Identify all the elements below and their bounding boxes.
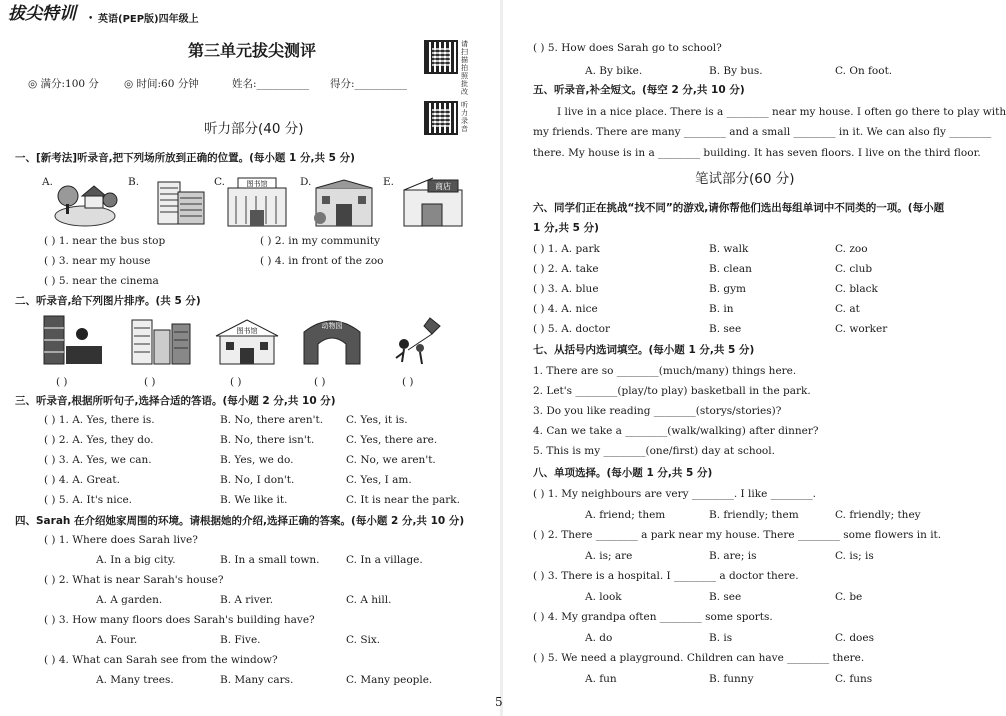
s4-q4-option-c[interactable]: C. Many people. [346,674,433,686]
library-sign-1: 图书馆 [246,180,268,188]
s6-q5-option-c[interactable]: C. worker [835,323,888,335]
s6-q2-option-c[interactable]: C. club [835,263,873,275]
s3-q4-option-b[interactable]: B. No, I don't. [220,474,295,486]
buildings-picture [128,314,194,366]
s3-q1-option-c[interactable]: C. Yes, it is. [346,414,408,426]
s8-q1-question[interactable]: ( ) 1. My neighbours are very ________. I like ________. [533,488,817,500]
s4-q1-option-a[interactable]: A. In a big city. [96,554,176,566]
listening-part-title: 听力部分(40 分) [204,121,304,137]
s3-q1-option-a[interactable]: ( ) 1. A. Yes, there is. [44,414,155,426]
s8-q5-option-b[interactable]: B. funny [709,673,754,685]
s6-q3-option-b[interactable]: B. gym [709,283,747,295]
s7-item-1[interactable]: 1. There are so ________(much/many) things here. [533,365,797,377]
s8-q5-question[interactable]: ( ) 5. We need a playground. Children can have ________ there. [533,652,865,664]
s3-q5-option-b[interactable]: B. We like it. [220,494,288,506]
s1-item-3[interactable]: ( ) 3. near my house [44,255,151,267]
page-title: 第三单元拔尖测评 [188,41,317,60]
s3-q1-option-b[interactable]: B. No, there aren't. [220,414,324,426]
qr-code-grading[interactable] [424,40,458,74]
s4-q5-option-b[interactable]: B. By bus. [709,65,763,77]
s7-item-2[interactable]: 2. Let's ________(play/to play) basketball in the park. [533,385,811,397]
section-4-title: 四、Sarah 在介绍她家周围的环境。请根据她的介绍,选择正确的答案。(每小题 2 分,共 10 分) [15,515,465,527]
s4-q1-question[interactable]: ( ) 1. Where does Sarah live? [44,534,198,546]
s6-q3-option-a[interactable]: ( ) 3. A. blue [533,283,599,295]
zoo-sign: 动物园 [321,322,343,330]
s5-line-1: I live in a nice place. There is a ________ near my house. I often go there to play with [557,106,1006,118]
s4-q3-question[interactable]: ( ) 3. How many floors does Sarah's building have? [44,614,315,626]
s4-q2-option-b[interactable]: B. A river. [220,594,274,606]
s8-q1-option-a[interactable]: A. friend; them [585,509,666,521]
s3-q5-option-c[interactable]: C. It is near the park. [346,494,460,506]
section-2-title: 二、听录音,给下列图片排序。(共 5 分) [15,295,201,307]
shop-picture [398,176,468,228]
s6-q5-option-a[interactable]: ( ) 5. A. doctor [533,323,610,335]
brand-logo: 拔尖特训 [8,4,76,24]
s4-q3-option-a[interactable]: A. Four. [96,634,138,646]
s2-blank-3[interactable]: ( ) [230,376,242,388]
library-sign-2: 图书馆 [236,327,258,335]
s4-q3-option-b[interactable]: B. Five. [220,634,261,646]
s2-blank-4[interactable]: ( ) [314,376,326,388]
s4-q5-question[interactable]: ( ) 5. How does Sarah go to school? [533,42,722,54]
right-page [495,0,1006,716]
s1-item-4[interactable]: ( ) 4. in front of the zoo [260,255,384,267]
s8-q2-option-c[interactable]: C. is; is [835,550,874,562]
section-8-title: 八、单项选择。(每小题 1 分,共 5 分) [533,467,713,479]
s8-q3-question[interactable]: ( ) 3. There is a hospital. I ________ a doctor there. [533,570,799,582]
s1-item-1[interactable]: ( ) 1. near the bus stop [44,235,166,247]
s8-q5-option-a[interactable]: A. fun [585,673,617,685]
s6-q1-option-c[interactable]: C. zoo [835,243,868,255]
s6-q1-option-a[interactable]: ( ) 1. A. park [533,243,600,255]
s8-q3-option-b[interactable]: B. see [709,591,742,603]
s8-q4-option-c[interactable]: C. does [835,632,874,644]
s8-q2-option-a[interactable]: A. is; are [585,550,633,562]
page-number: 5 [495,695,503,709]
park-picture [52,178,118,228]
section-7-title: 七、从括号内选词填空。(每小题 1 分,共 5 分) [533,344,755,356]
header-subtitle: 英语(PEP版)四年级上 [98,14,199,25]
shop-sign: 商店 [435,182,451,191]
s6-q5-option-b[interactable]: B. see [709,323,742,335]
pic-label-a: A. [42,176,53,188]
s8-q1-option-b[interactable]: B. friendly; them [709,509,799,521]
section-1-title: 一、[新考法]听录音,把下列场所放到正确的位置。(每小题 1 分,共 5 分) [15,152,355,164]
full-score: ◎ 满分:100 分 [28,78,99,90]
s8-q4-option-a[interactable]: A. do [585,632,613,644]
section-5-title: 五、听录音,补全短文。(每空 2 分,共 10 分) [533,84,745,96]
s4-q2-option-c[interactable]: C. A hill. [346,594,392,606]
time-limit: ◎ 时间:60 分钟 [124,78,199,90]
section-6-title-line1: 六、同学们正在挑战“找不同”的游戏,请你帮他们选出每组单词中不同类的一项。(每小题 [533,202,945,214]
library-picture [222,176,292,228]
s4-q4-option-b[interactable]: B. Many cars. [220,674,294,686]
s3-q2-option-a[interactable]: ( ) 2. A. Yes, they do. [44,434,154,446]
s3-q2-option-c[interactable]: C. Yes, there are. [346,434,438,446]
s3-q5-option-a[interactable]: ( ) 5. A. It's nice. [44,494,133,506]
bookshelf-reading-picture [42,314,104,366]
s3-q4-option-a[interactable]: ( ) 4. A. Great. [44,474,120,486]
pic-label-c: C. [214,176,225,188]
left-page [0,0,500,716]
apartment-building-picture [150,178,210,228]
s6-q2-option-b[interactable]: B. clean [709,263,752,275]
written-part-title: 笔试部分(60 分) [695,171,795,187]
s8-q2-question[interactable]: ( ) 2. There ________ a park near my house. There ________ some flowers in it. [533,529,942,541]
header-dot: • [88,14,94,24]
s8-q3-option-c[interactable]: C. be [835,591,863,603]
s8-q5-option-c[interactable]: C. funs [835,673,873,685]
library-building-picture [212,314,282,366]
qr-grading-label: 请扫描拍照批改 [461,40,468,96]
s5-line-3: there. My house is in a ________ building. It has seven floors. I live on the third floor. [533,147,981,159]
kite-flying-picture [384,314,448,366]
s4-q3-option-c[interactable]: C. Six. [346,634,381,646]
s8-q3-option-a[interactable]: A. look [585,591,622,603]
s8-q1-option-c[interactable]: C. friendly; they [835,509,921,521]
s4-q1-option-b[interactable]: B. In a small town. [220,554,320,566]
s4-q4-question[interactable]: ( ) 4. What can Sarah see from the window? [44,654,278,666]
section-3-title: 三、听录音,根据所听句子,选择合适的答语。(每小题 2 分,共 10 分) [15,395,336,407]
s4-q5-option-c[interactable]: C. On foot. [835,65,893,77]
s2-blank-1[interactable]: ( ) [56,376,68,388]
zoo-gate-picture [298,314,366,366]
s7-item-4[interactable]: 4. Can we take a ________(walk/walking) after dinner? [533,425,819,437]
s6-q4-option-b[interactable]: B. in [709,303,734,315]
s3-q2-option-b[interactable]: B. No, there isn't. [220,434,315,446]
pic-label-b: B. [128,176,140,188]
s5-line-2: my friends. There are many ________ and a small ________ in it. We can also fly ________ [533,126,992,138]
s6-q4-option-c[interactable]: C. at [835,303,860,315]
s3-q4-option-c[interactable]: C. Yes, I am. [346,474,412,486]
pic-label-d: D. [300,176,312,188]
s2-blank-2[interactable]: ( ) [144,376,156,388]
s7-item-3[interactable]: 3. Do you like reading ________(storys/stories)? [533,405,782,417]
qr-code-audio[interactable] [424,101,458,135]
s8-q4-option-b[interactable]: B. is [709,632,733,644]
score-field[interactable]: 得分:__________ [330,78,408,90]
qr-audio-label: 听力录音 [461,101,468,133]
name-field[interactable]: 姓名:__________ [232,78,310,90]
s4-q4-option-a[interactable]: A. Many trees. [96,674,174,686]
s4-q2-question[interactable]: ( ) 2. What is near Sarah's house? [44,574,224,586]
s6-q4-option-a[interactable]: ( ) 4. A. nice [533,303,598,315]
s1-item-5[interactable]: ( ) 5. near the cinema [44,275,159,287]
s8-q4-question[interactable]: ( ) 4. My grandpa often ________ some sports. [533,611,773,623]
s7-item-5[interactable]: 5. This is my ________(one/first) day at school. [533,445,775,457]
s8-q2-option-b[interactable]: B. are; is [709,550,757,562]
s4-q2-option-a[interactable]: A. A garden. [96,594,163,606]
section-6-title-line2: 1 分,共 5 分) [533,222,599,234]
s3-q3-option-a[interactable]: ( ) 3. A. Yes, we can. [44,454,152,466]
s6-q2-option-a[interactable]: ( ) 2. A. take [533,263,599,275]
s2-blank-5[interactable]: ( ) [402,376,414,388]
s3-q3-option-c[interactable]: C. No, we aren't. [346,454,436,466]
pic-label-e: E. [383,176,395,188]
s3-q3-option-b[interactable]: B. Yes, we do. [220,454,294,466]
s6-q1-option-b[interactable]: B. walk [709,243,749,255]
s1-item-2[interactable]: ( ) 2. in my community [260,235,381,247]
hospital-picture [312,178,376,228]
s6-q3-option-c[interactable]: C. black [835,283,878,295]
s4-q1-option-c[interactable]: C. In a village. [346,554,423,566]
s4-q5-option-a[interactable]: A. By bike. [585,65,643,77]
